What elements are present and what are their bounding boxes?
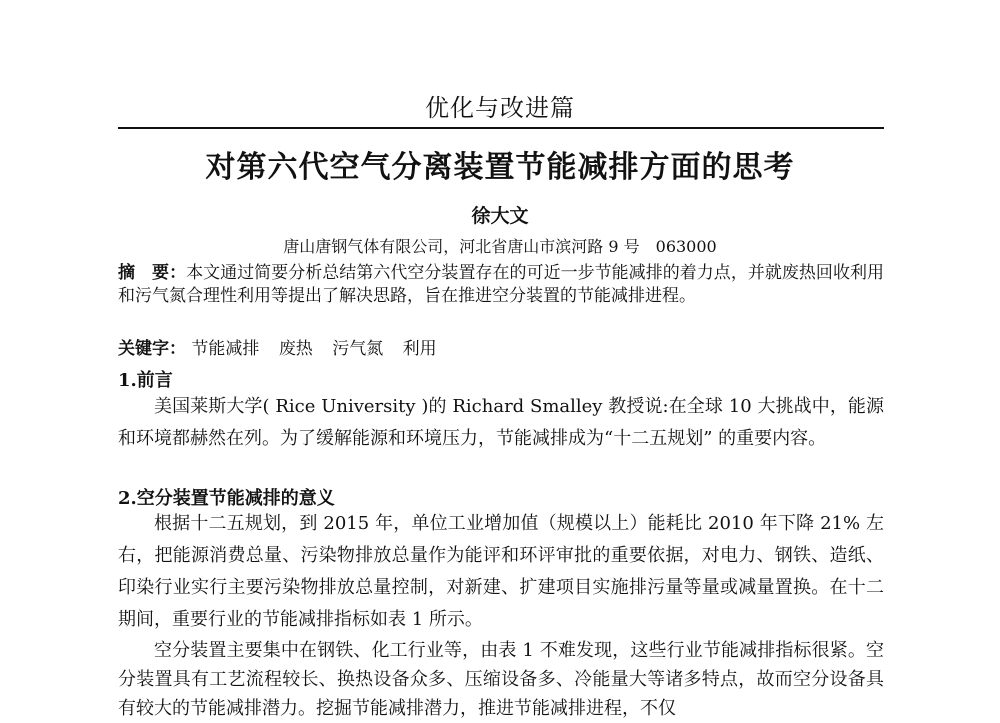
section-heading-significance: 2.空分装置节能减排的意义	[118, 488, 335, 509]
section-heading-intro: 1.前言	[118, 370, 173, 391]
section-header: 优化与改进篇	[425, 94, 575, 122]
keyword: 废热	[278, 339, 313, 359]
abstract-label: 摘 要：	[118, 263, 187, 283]
abstract-text: 本文通过简要分析总结第六代空分装置存在的可近一步节能减排的着力点，并就废热回收利用和污气氮合理性利用等提出了解决思路，旨在推进空分装置的节能减排进程。	[118, 263, 885, 306]
keywords-label: 关键字：	[118, 339, 186, 359]
paragraph-significance-2: 空分装置主要集中在钢铁、化工行业等，由表 1 不难发现，这些行业节能减排指标很紧。空分装置具有工艺流程较长、换热设备众多、压缩设备多、冷能量大等诸多特点，故而空分设备具有较大的节能减排潜力。挖掘节能减排潜力，推进节能减排进程，不仅	[118, 640, 884, 719]
paragraph-significance-1: 根据十二五规划，到 2015 年，单位工业增加值（规模以上）能耗比 2010 年下降 21% 左右，把能源消费总量、污染物排放总量作为能评和环评审批的重要依据，对电力、钢铁、造纸、印染行业实行主要污染物排放总量控制，对新建、扩建项目实施排污量等量或减量置换。在十二期间，重要行业的节能减排指标如表 1 所示。	[118, 513, 884, 630]
author-affiliation: 唐山唐钢气体有限公司，河北省唐山市滨河路 9 号 063000	[283, 237, 717, 256]
header-rule	[118, 127, 884, 129]
article-title: 对第六代空气分离装置节能减排方面的思考	[205, 150, 795, 185]
keywords	[118, 338, 884, 361]
keyword: 利用	[402, 339, 437, 359]
keyword: 污气氮	[332, 339, 384, 359]
keyword: 节能减排	[191, 339, 260, 359]
paragraph-intro: 美国莱斯大学( Rice University )的 Richard Smalley 教授说:在全球 10 大挑战中，能源和环境都赫然在列。为了缓解能源和环境压力，节能减排成为“十二五规划” 的重要内容。	[118, 396, 884, 449]
abstract	[118, 262, 884, 308]
article-author: 徐大文	[471, 205, 529, 227]
